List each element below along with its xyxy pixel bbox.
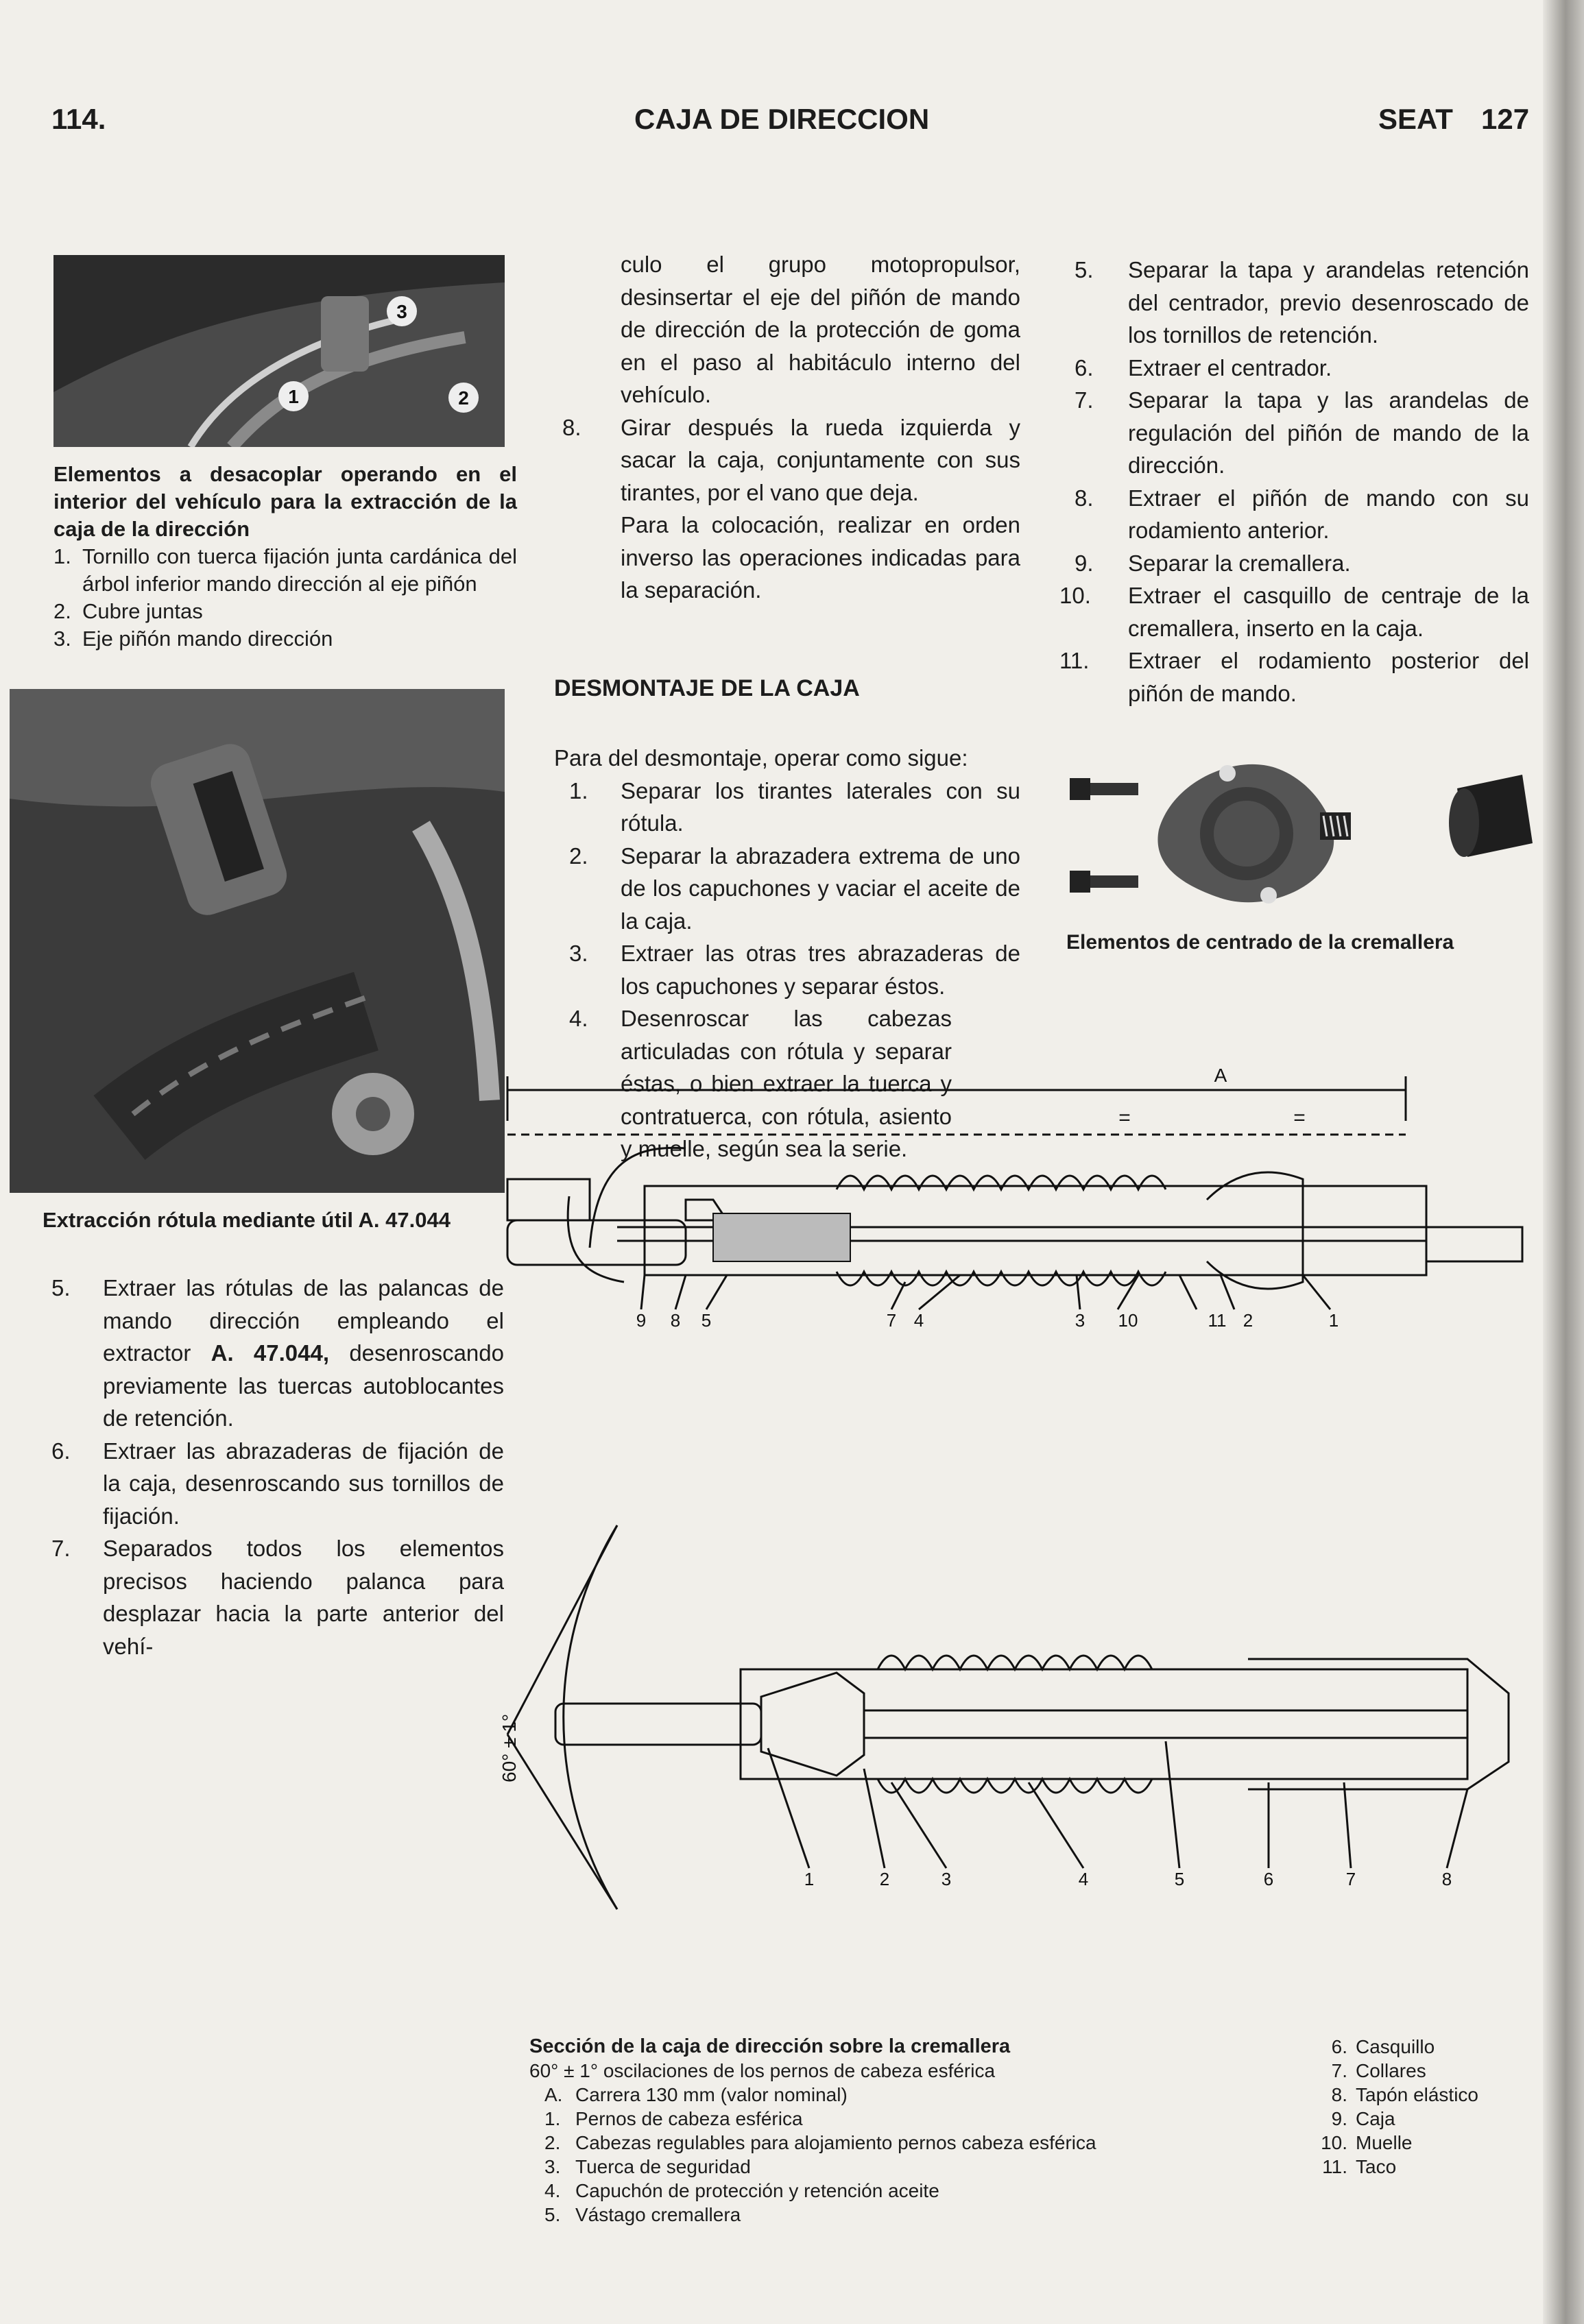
- ball-joint-photo-drawing: [10, 689, 505, 1193]
- left-step: [51, 1435, 504, 1533]
- step-text: [103, 1272, 504, 1435]
- caption-item-text: Tapón elástico: [1356, 2084, 1479, 2105]
- step-text: Extraer el rodamiento posterior del piñón de mando.: [1128, 648, 1529, 706]
- caption-item: [1306, 2035, 1533, 2059]
- middle-column: [562, 248, 1020, 607]
- caption-item: [1306, 2059, 1533, 2083]
- interior-photo-drawing: [53, 255, 505, 447]
- model-number: 127: [1481, 103, 1530, 135]
- bottom-caption: [529, 2035, 1284, 2227]
- plug-drawing: [1449, 775, 1533, 857]
- page-title: CAJA DE DIRECCION: [634, 103, 930, 135]
- diagram-label: 11: [1208, 1310, 1227, 1331]
- right-step: [1059, 644, 1529, 710]
- step-number: 9.: [1075, 550, 1094, 576]
- figure1-item: [53, 598, 517, 625]
- step-text: Separar la cremallera.: [1128, 550, 1351, 576]
- caption-item: [1306, 2155, 1533, 2179]
- step-number: 11.: [1059, 648, 1090, 673]
- caption-item-number: 3.: [544, 2156, 561, 2177]
- left-step: [51, 1272, 504, 1435]
- disassembly-intro: Para del desmontaje, operar como sigue:: [554, 745, 968, 771]
- centering-elements-figure: [1056, 740, 1536, 919]
- diagram-label: 2: [879, 1869, 890, 1889]
- right-step: [1059, 547, 1529, 580]
- caption-item-text: Muelle: [1356, 2132, 1413, 2153]
- left-steps: [51, 1272, 504, 1662]
- step-text-a: Extraer las rótulas de las palancas de mando dirección empleando el extractor: [103, 1275, 504, 1366]
- caption-item-text: Casquillo: [1356, 2036, 1435, 2057]
- diagram-label: 2: [1243, 1310, 1253, 1331]
- equal-sign-left: =: [1118, 1106, 1131, 1129]
- step-text: Separar los tirantes laterales con su rótula.: [621, 777, 1020, 836]
- step-text: Separados todos los elementos precisos haciendo palanca para desplazar hacia la parte anterior del vehí-: [103, 1536, 504, 1659]
- figure1-caption-title: Elementos a desacoplar operando en el interior del vehículo para la extracción de la caja de la dirección: [53, 462, 517, 541]
- step-number: 8.: [1075, 485, 1094, 511]
- diagram-label: 7: [886, 1310, 897, 1331]
- figure1-item: [53, 625, 517, 653]
- step-text: Extraer el centrador.: [1128, 354, 1332, 380]
- step-number: 4.: [569, 1006, 588, 1031]
- caption-item: [529, 2107, 1284, 2131]
- right-step: [1059, 482, 1529, 547]
- callout-2: 2: [458, 387, 469, 409]
- step-text: Extraer el piñón de mando con su rodamiento anterior.: [1128, 485, 1529, 543]
- caption-item-number: A.: [544, 2084, 563, 2105]
- caption-item: [529, 2179, 1284, 2203]
- angle-label: 60° ± 1°: [499, 1713, 520, 1782]
- step-text: Separar la abrazadera extrema de uno de los capuchones y vaciar el aceite de la caja.: [621, 843, 1020, 934]
- placement-note: Para la colocación, realizar en orden inverso las operaciones indicadas para la separación.: [621, 512, 1020, 603]
- figure1-item-text: Tornillo con tuerca fijación junta cardánica del árbol inferior mando dirección al eje piñón: [82, 544, 517, 596]
- page-edge-shadow: [1543, 0, 1584, 2324]
- disassembly-step: [554, 937, 1020, 1002]
- figure3-caption: Elementos de centrado de la cremallera: [1066, 931, 1454, 954]
- disassembly-step: [554, 840, 1020, 938]
- figure1-item-text: Eje piñón mando dirección: [82, 627, 333, 651]
- figure1-item: [53, 543, 517, 598]
- callout-3: 3: [396, 301, 407, 322]
- right-step: [1059, 254, 1529, 352]
- bolt-drawing: [1070, 778, 1138, 800]
- caption-item-text: Cabezas regulables para alojamiento pernos cabeza esférica: [575, 2132, 1096, 2153]
- diagram-label: 1: [1328, 1310, 1339, 1331]
- figure1-item-number: 2.: [53, 599, 71, 623]
- caption-item-text: Pernos de cabeza esférica: [575, 2108, 803, 2129]
- step-text: Separar la tapa y arandelas retención del centrador, previo desenroscado de los tornillos de retención.: [1128, 257, 1529, 348]
- caption-item-number: 9.: [1331, 2108, 1347, 2129]
- figure2-caption: Extracción rótula mediante útil A. 47.044: [43, 1208, 451, 1232]
- diagram-label: 5: [701, 1310, 712, 1331]
- step-text: Extraer el casquillo de centraje de la cremallera, inserto en la caja.: [1128, 583, 1529, 641]
- step-text: Desenroscar las cabezas articuladas con rótula y separar éstas, o bien extraer la tuerca y contratuerca, con rótula, asiento y muelle, según sea la serie.: [621, 1006, 952, 1161]
- diagram-label: 9: [636, 1310, 647, 1331]
- caption-item-text: Tuerca de seguridad: [575, 2156, 751, 2177]
- model-name: SEAT: [1378, 103, 1453, 135]
- callout-1: 1: [288, 386, 299, 407]
- right-steps: [1059, 254, 1529, 710]
- figure1-item-number: 3.: [53, 627, 71, 651]
- bottom-caption-title: Sección de la caja de dirección sobre la cremallera: [529, 2035, 1011, 2057]
- caption-item: [1306, 2083, 1533, 2107]
- bellows-upper: [837, 1176, 1166, 1285]
- interior-photo: [53, 255, 505, 447]
- step-number: 2.: [569, 843, 588, 869]
- housing-outline-lower: [741, 1669, 1467, 1779]
- caption-item-number: 1.: [544, 2108, 561, 2129]
- caption-item-text: Collares: [1356, 2060, 1426, 2081]
- left-step: [51, 1532, 504, 1662]
- bolt-drawing: [1070, 871, 1138, 893]
- step-number: 7.: [1075, 387, 1094, 413]
- bottom-caption-angle: 60° ± 1° oscilaciones de los pernos de cabeza esférica: [529, 2060, 996, 2081]
- caption-item: [1306, 2107, 1533, 2131]
- caption-item: [529, 2131, 1284, 2155]
- section-title: DESMONTAJE DE LA CAJA: [554, 675, 860, 701]
- caption-item-number: 10.: [1321, 2132, 1347, 2153]
- diagram-label: 10: [1118, 1310, 1138, 1331]
- right-step: [1059, 384, 1529, 482]
- dimension-a-label: A: [1214, 1065, 1227, 1086]
- right-step: [1059, 579, 1529, 644]
- page-number: 114.: [51, 103, 106, 135]
- bellows-lower: [878, 1656, 1152, 1793]
- disassembly-step: [554, 775, 1020, 840]
- step-text: Separar la tapa y las arandelas de regulación del piñón de mando de la dirección.: [1128, 387, 1529, 478]
- diagram-label: 3: [941, 1869, 952, 1889]
- step-number: 10.: [1059, 583, 1091, 608]
- step-number: 1.: [569, 777, 588, 803]
- equal-sign-right: =: [1293, 1106, 1306, 1129]
- caption-item-text: Caja: [1356, 2108, 1395, 2129]
- caption-item-text: Capuchón de protección y retención aceite: [575, 2180, 939, 2201]
- continuation-text: culo el grupo motopropulsor, desinsertar el eje del piñón de mando de dirección de la protección de goma en el paso al habitáculo interno del vehículo.: [621, 252, 1020, 407]
- caption-item: [529, 2083, 1284, 2107]
- step-number: 7.: [51, 1536, 71, 1561]
- step-text: Girar después la rueda izquierda y sacar la caja, conjuntamente con sus tirantes, por el vano que deja.: [621, 414, 1020, 505]
- figure1-item-text: Cubre juntas: [82, 599, 203, 623]
- caption-item-text: Vástago cremallera: [575, 2204, 741, 2225]
- caption-item-number: 11.: [1322, 2156, 1347, 2177]
- diagram-label: 8: [1441, 1869, 1452, 1889]
- step-text: Extraer las abrazaderas de fijación de la caja, desenroscando sus tornillos de fijación.: [103, 1438, 504, 1529]
- diagram-label: 3: [1075, 1310, 1085, 1331]
- figure1-item-number: 1.: [53, 544, 71, 568]
- right-step: [1059, 352, 1529, 385]
- caption-item: [1306, 2131, 1533, 2155]
- tool-reference: A. 47.044,: [211, 1340, 330, 1366]
- step-number: 6.: [1075, 354, 1094, 380]
- step-number: 6.: [51, 1438, 71, 1464]
- diagram-label: 1: [804, 1869, 815, 1889]
- bottom-caption-right: [1306, 2035, 1533, 2179]
- ball-joint-extraction-photo: [10, 689, 505, 1193]
- caption-item-number: 6.: [1331, 2036, 1347, 2057]
- caption-item-number: 4.: [544, 2180, 561, 2201]
- cover-plate-drawing: [1157, 764, 1334, 904]
- caption-item-text: Taco: [1356, 2156, 1397, 2177]
- caption-item-number: 5.: [544, 2204, 561, 2225]
- caption-item-number: 7.: [1331, 2060, 1347, 2081]
- diagram-label: 8: [670, 1310, 681, 1331]
- caption-item-number: 2.: [544, 2132, 561, 2153]
- step-number: 8.: [562, 414, 581, 440]
- caption-item-text: Carrera 130 mm (valor nominal): [575, 2084, 848, 2105]
- step-number: 5.: [51, 1275, 71, 1300]
- diagram-label: 7: [1345, 1869, 1356, 1889]
- caption-item-number: 8.: [1331, 2084, 1347, 2105]
- caption-item: [529, 2155, 1284, 2179]
- diagram-label: 4: [1078, 1869, 1089, 1889]
- spring-drawing: [1320, 812, 1351, 840]
- diagram-label: 5: [1174, 1869, 1185, 1889]
- step-number: 3.: [569, 941, 588, 966]
- caption-item: [529, 2203, 1284, 2227]
- rack-section-drawing: [480, 1056, 1550, 2016]
- angle-arc: [564, 1525, 617, 1909]
- middle-step: [562, 411, 1020, 509]
- step-number: 5.: [1075, 257, 1094, 282]
- centering-elements-drawing: [1056, 740, 1536, 919]
- diagram-label: 4: [913, 1310, 924, 1331]
- step-text-b: desenroscando previamente las tuercas autoblocantes de retención.: [103, 1340, 504, 1431]
- step-text: Extraer las otras tres abrazaderas de los capuchones y separar éstos.: [621, 941, 1020, 999]
- figure1-caption: [53, 461, 517, 653]
- diagram-label: 6: [1263, 1869, 1274, 1889]
- rack-section-diagram: [480, 1056, 1550, 2016]
